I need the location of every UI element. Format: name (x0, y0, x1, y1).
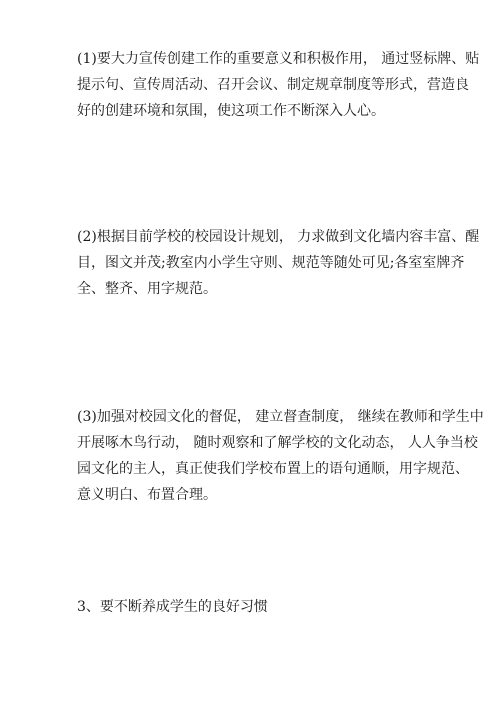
paragraph-2-line-1: (2)根据目前学校的校园设计规划， 力求做到文化墙内容丰富、醒 (77, 229, 480, 245)
paragraph-1-line-3: 好的创建环境和氛围，使这项工作不断深入人心。 (77, 103, 385, 119)
paragraph-3-line-3: 园文化的主人，真正使我们学校布置上的语句通顺，用字规范、 (77, 461, 469, 477)
paragraph-1-line-2: 提示句、宣传周活动、召开会议、制定规章制度等形式，营造良 (77, 77, 469, 93)
paragraph-1 (77, 46, 480, 124)
paragraph-3 (77, 404, 484, 508)
paragraph-2-line-3: 全、整齐、用字规范。 (77, 281, 217, 297)
paragraph-3-line-1: (3)加强对校园文化的督促， 建立督查制度， 继续在教师和学生中 (77, 409, 484, 425)
paragraph-2-line-2: 目，图文并茂;教室内小学生守则、规范等随处可见;各室室牌齐 (77, 255, 465, 271)
section-heading: 3、要不断养成学生的良好习惯 (77, 599, 268, 615)
paragraph-2 (77, 224, 480, 302)
paragraph-1-line-1: (1)要大力宣传创建工作的重要意义和积极作用， 通过竖标牌、贴 (77, 51, 480, 67)
paragraph-3-line-4: 意义明白、布置合理。 (77, 487, 217, 503)
paragraph-3-line-2: 开展啄木鸟行动， 随时观察和了解学校的文化动态， 人人争当校 (77, 435, 478, 451)
